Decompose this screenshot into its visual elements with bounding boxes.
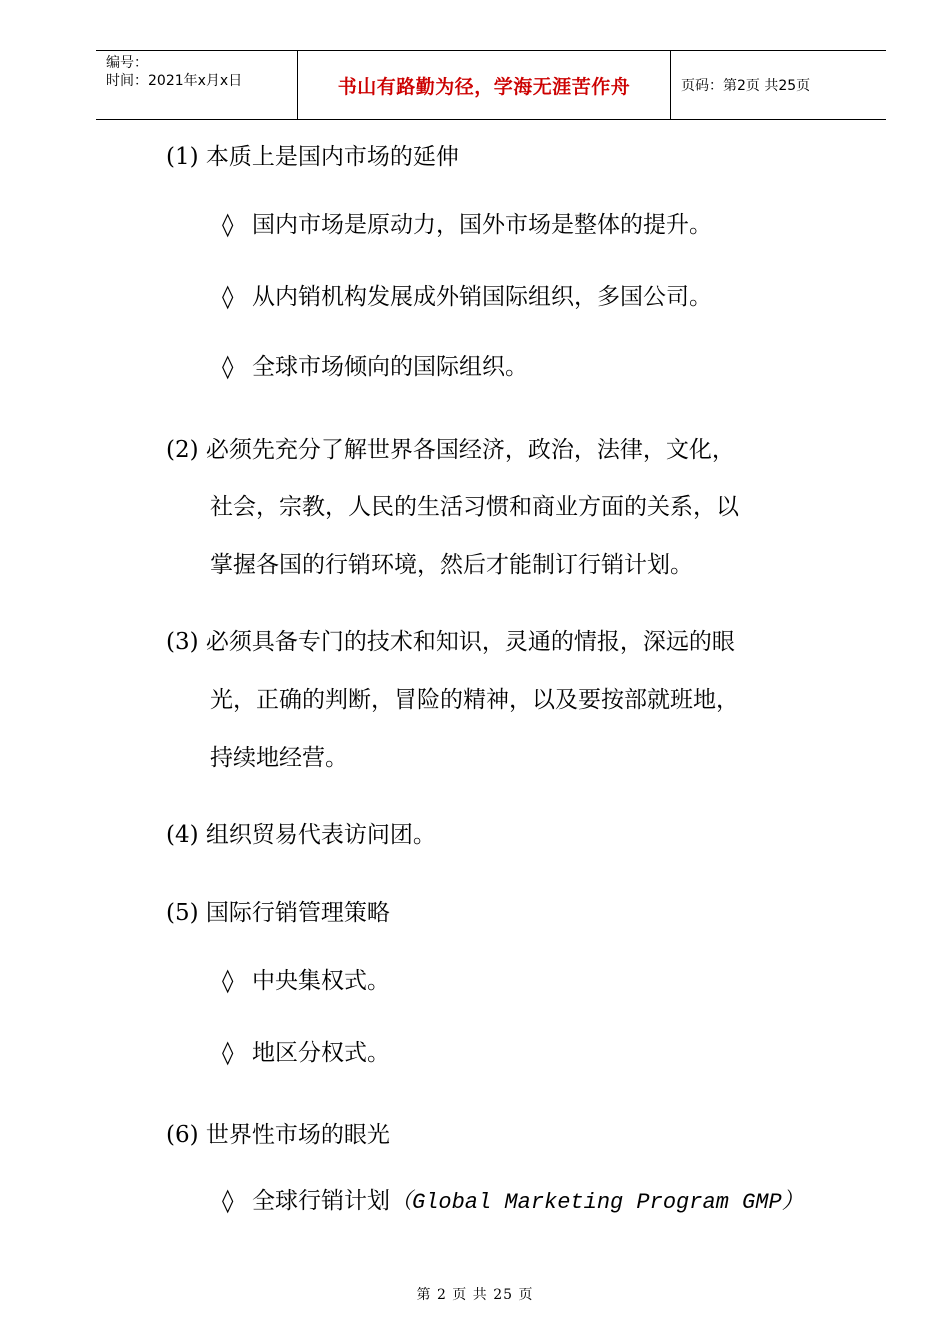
item-6-bullet-1 [222, 1186, 804, 1218]
bullet-text: 国内市场是原动力，国外市场是整体的提升。 [252, 212, 712, 238]
item-1-bullet-2 [222, 282, 712, 312]
item-3-line-2: 光，正确的判断，冒险的精神，以及要按部就班地， [210, 687, 739, 713]
diamond-bullet-icon: ◊ [222, 1188, 234, 1214]
serial-label: 编号： [106, 55, 148, 71]
diamond-bullet-icon: ◊ [222, 354, 234, 380]
page-header [96, 50, 886, 120]
page-info-text: 页码：第2页 共25页 [681, 78, 811, 94]
item-6: (6) 世界性市场的眼光 [166, 1122, 390, 1148]
item-5: (5) 国际行销管理策略 [166, 900, 390, 926]
bullet-text: 从内销机构发展成外销国际组织，多国公司。 [252, 284, 712, 310]
item-1-bullet-1 [222, 210, 712, 240]
time-label: 时间：2021年x月x日 [106, 73, 243, 89]
diamond-bullet-icon: ◊ [222, 284, 234, 310]
item-1: (1) 本质上是国内市场的延伸 [166, 144, 459, 170]
bullet-text: 全球市场倾向的国际组织。 [252, 354, 528, 380]
header-meta [96, 51, 298, 119]
bullet-text: 地区分权式。 [252, 1040, 390, 1066]
item-3-line-3: 持续地经营。 [210, 745, 348, 771]
item-5-bullet-1 [222, 966, 390, 996]
diamond-bullet-icon: ◊ [222, 212, 234, 238]
bullet-text: 全球行销计划 [252, 1188, 390, 1214]
bullet-english-text: （Global Marketing Program GMP） [390, 1190, 804, 1215]
header-page-info-cell [671, 51, 886, 119]
bullet-text: 中央集权式。 [252, 968, 390, 994]
item-4: (4) 组织贸易代表访问团。 [166, 822, 436, 848]
item-3-line-1: (3) 必须具备专门的技术和知识，灵通的情报，深远的眼 [166, 629, 735, 655]
header-motto-cell [298, 51, 671, 119]
item-5-bullet-2 [222, 1038, 390, 1068]
motto-text: 书山有路勤为径，学海无涯苦作舟 [337, 75, 631, 98]
diamond-bullet-icon: ◊ [222, 1040, 234, 1066]
item-2-line-3: 掌握各国的行销环境，然后才能制订行销计划。 [210, 552, 693, 578]
item-2-line-2: 社会，宗教，人民的生活习惯和商业方面的关系，以 [210, 494, 739, 520]
item-2-line-1: (2) 必须先充分了解世界各国经济，政治，法律，文化， [166, 437, 735, 463]
page-footer: 第 2 页 共 25 页 [416, 1287, 534, 1303]
item-1-bullet-3 [222, 352, 528, 382]
diamond-bullet-icon: ◊ [222, 968, 234, 994]
